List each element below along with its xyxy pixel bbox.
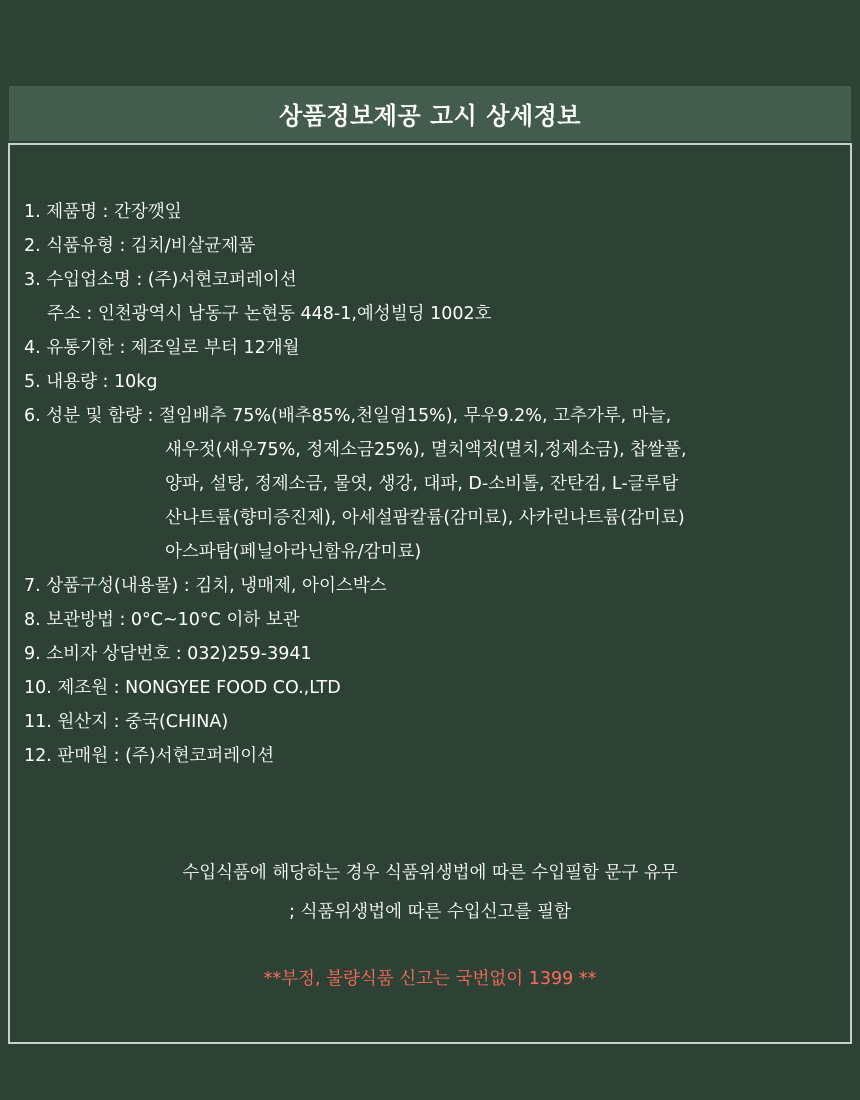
title-bar	[9, 86, 851, 141]
info-volume: 5. 내용량 : 10kg	[24, 372, 158, 392]
info-food-type: 2. 식품유형 : 김치/비살균제품	[24, 236, 256, 256]
import-notice-detail: ; 식품위생법에 따른 수입신고를 필함	[289, 902, 571, 922]
report-hotline-warning: **부정, 불량식품 신고는 국번없이 1399 **	[263, 969, 597, 989]
product-info-box	[8, 143, 852, 1044]
info-ingredients-cont: 아스파탐(페닐아라닌함유/감미료)	[165, 542, 422, 562]
import-notice: 수입식품에 해당하는 경우 식품위생법에 따른 수입필함 문구 유무	[182, 863, 678, 883]
info-origin: 11. 원산지 : 중국(CHINA)	[24, 712, 229, 732]
info-ingredients-cont: 산나트륨(향미증진제), 아세설팜칼륨(감미료), 사카린나트륨(감미료)	[165, 508, 685, 528]
page-title: 상품정보제공 고시 상세정보	[279, 102, 581, 130]
info-expiry: 4. 유통기한 : 제조일로 부터 12개월	[24, 338, 300, 358]
info-composition: 7. 상품구성(내용물) : 김치, 냉매제, 아이스박스	[24, 576, 387, 596]
info-ingredients-cont: 양파, 설탕, 정제소금, 물엿, 생강, 대파, D-소비톨, 잔탄검, L-글루탐	[165, 474, 679, 494]
info-storage: 8. 보관방법 : 0°C~10°C 이하 보관	[24, 610, 300, 630]
info-importer: 3. 수입업소명 : (주)서현코퍼레이션	[24, 270, 297, 290]
info-seller: 12. 판매원 : (주)서현코퍼레이션	[24, 746, 275, 766]
info-importer-address: 주소 : 인천광역시 남동구 논현동 448-1,예성빌딩 1002호	[47, 304, 492, 324]
info-manufacturer: 10. 제조원 : NONGYEE FOOD CO.,LTD	[24, 678, 341, 698]
info-contact-number: 9. 소비자 상담번호 : 032)259-3941	[24, 644, 312, 664]
info-ingredients: 6. 성분 및 함량 : 절임배추 75%(배추85%,천일염15%), 무우9.2%, 고추가루, 마늘,	[24, 406, 672, 426]
info-product-name: 1. 제품명 : 간장깻잎	[24, 202, 182, 222]
info-ingredients-cont: 새우젓(새우75%, 정제소금25%), 멸치액젓(멸치,정제소금), 찹쌀풀,	[165, 440, 687, 460]
product-info-list	[24, 195, 687, 773]
